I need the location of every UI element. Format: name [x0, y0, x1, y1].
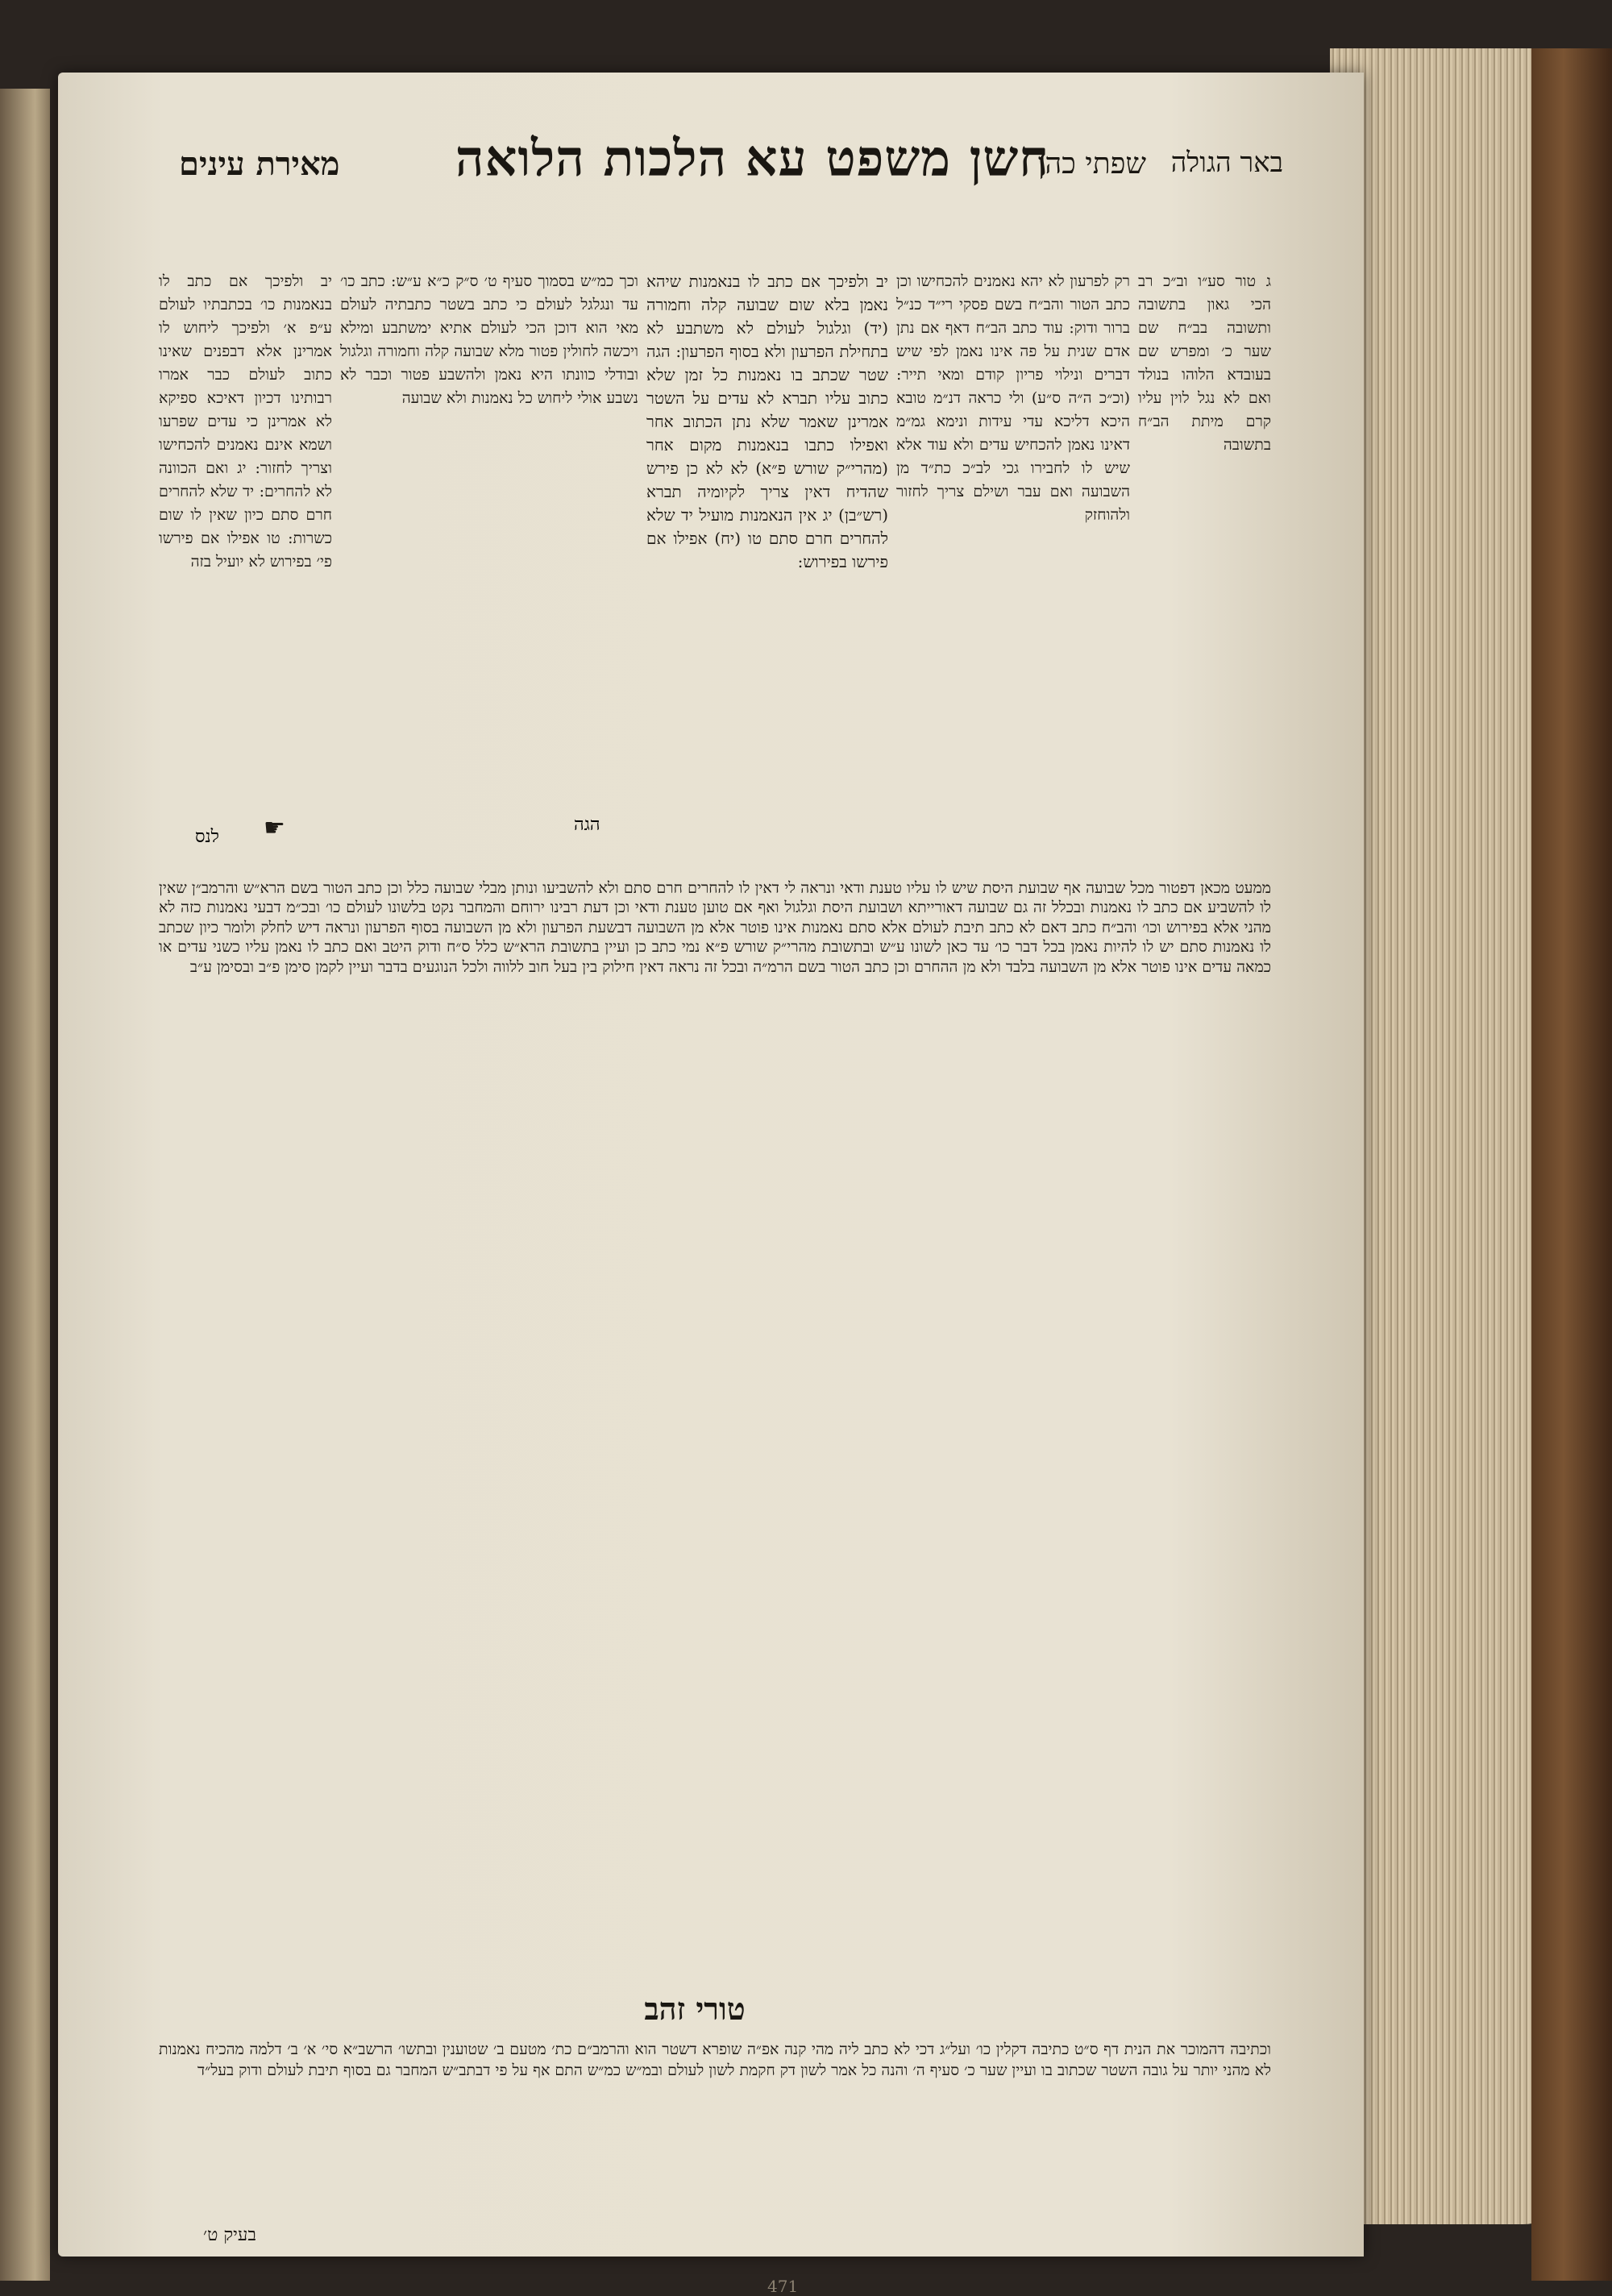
meirat-text: יב ולפיכך אם כתב לו בנאמנות כו׳ בכתבתיו לעולם ע״פ א׳ ולפיכך ליחוש לו אמרינן אלא דבפנים שאינו כתוב לעולם כבר אמרו רבותינו דכיון דאיכא ספיקא לא אמרינן כי עדים שפרעו ושמא אינם נאמנים להכחישו וצריך לחזור: יג ואם הכוונה לא להחרים: יד שלא להחרים חרם סתם כיון שאין לו שום כשרות: טו אפילו אם פירשו פי׳ בפירוש לא יועיל בזה [159, 272, 332, 571]
main-text-column [646, 270, 888, 579]
shach-text: רק לפרעון לא יהא נאמנים להכחישו וכן כתב הטור והב״ח בשם פסקי רי״ד כנ״ל ברור ודוק: עוד כתב הב״ח דאף אם נתן אדם שנית על פה אינו נאמן לפי שיש דברים ונילוי פריון קודם ומאי תייר: (וכ״כ ה״ה ס״ע) ולי כראה דנ״מ טובא היכא דליכא עדי עידות ונימא גמ״מ דאינו נאמן להכחיש עדים ולא עוד אלא שיש לו לחבירו גכי לב״כ כת״ד מן השבועה ואם עבר ושילם צריך לחזור ולהוחזק [896, 272, 1130, 524]
hagah-label: הגה [574, 815, 600, 835]
page-title: חשן משפט עא הלכות הלואה [455, 129, 1049, 188]
sma-column [340, 270, 638, 415]
meirat-einayim-column [159, 270, 332, 579]
marginal-note: לנס [195, 827, 219, 847]
wide-commentary-block [159, 878, 1271, 977]
beer-text: ג טור סע״ו וב״כ רב הכי גאון בתשובה ותשובה בב״ח שם שער כ׳ ומפרש שם בעובדא הלוהו בנולד ואם לא נגל לוין עליו קרם מיתת הב״ח בתשובה [1138, 272, 1271, 454]
shach-column [896, 270, 1130, 532]
book-page [58, 73, 1364, 2296]
book-binding [1531, 48, 1612, 2281]
pointing-hand-icon: ☛ [264, 814, 285, 842]
main-text: יב ולפיכך אם כתב לו בנאמנות שיהא נאמן בלא שום שבועה קלה וחמורה (יד) וגלגול לעולם לא משתבע לא בתחילת הפרעון ולא בסוף הפרעון: הגה שטר שכתב בו נאמנות כל זמן שלא כתוב עליו תברא לא עדים על השטר אמרינן שאמר שלא נתן הכתוב אחר ואפילו כתבו בנאמנות מקום אחר (מהרי״ק שורש פ״א) לא לא כן פירש שהדיח דאין צריך לקיומיה תברא (רש״בן) יג אין הנאמנות מועיל יד שלא להחרים חרם סתם טו (יח) אפילו אם פירשו בפירוש: [646, 272, 888, 571]
folio-number: 471 [767, 2277, 799, 2296]
header-shach-label: שפתי כהן [1037, 147, 1146, 181]
running-header [147, 129, 1283, 201]
taz-heading: טורי זהב [644, 1991, 746, 2027]
taz-commentary [159, 2039, 1271, 2081]
facing-page-edge [0, 89, 50, 2281]
beer-hagolah-column [1138, 270, 1271, 462]
taz-text: וכתיבה דהמוכר את הנית דף ס״ט כתיבה דקלין כו׳ ועל״ג דכי לא כתב ליה מהי קנה אפ״ה שופרא דשטר הוא והרמב״ם כת׳ מטעם ב׳ שטוענין ובתשו׳ הרשב״א סי׳ א׳ ב׳ דלמה מהכיח נאמנות לא מהני יותר על גובה השטר שכתוב בו ועיין שער כ׳ סעיף ה׳ והנה כל אמר לשון דק חקמת לשון לעולם ובמ״ש כמ״ש התם אף על פי דבתב״ש המחבר גם בסוף תיבת לעולם ודוק בעל״ד [159, 2041, 1271, 2079]
sma-text: וכך כמ״ש בסמוך סעיף ט׳ ס״ק כ״א ע״ש: כתב כו׳ עד ונגלגל לעולם כי כתב בשטר כתבתיה לעולם מאי הוא דוכן הכי לעולם אתיא ימשתבע ומילא ויכשה לחולין פטור מלא שבועה קלה וחמורה וגלגול ובודלי כוונתו היא נאמן ולהשבע פטור וכבר לא נשבע אולי ליחוש כל נאמנות ולא שבועה [340, 272, 639, 407]
wide-commentary-text: ממעט מכאן דפטור מכל שבועה אף שבועת היסת שיש לו עליו טענת ודאי ונראה לי דאין לו להחרים חרם סתם ולא להשביעו ונותן מבלי שבועה כלל וכן כתב הטור בשם הרא״ש והרמב״ן שאין לו להשביע אם כתב לו נאמנות ובכלל זה גם שבועה דאורייתא ושבועת היסת וגלגול ואף אם טוען טענת ודאי וכן דעת רבינו ירוחם והמחבר נקט בלשונו לעולם כו׳ ובכ״מ דבעי נאמנות כזה לא מהני אלא בפירוש וכו׳ והב״ח כתב דאם לא כתב תיבת לעולם אלא סתם נאמנות אינו פוטר אלא מן השבועה דבשעת הפרעון ולא מן השבועה בסוף הפרעון ונראה דיש לחלק ולומר כיון שכתב לו נאמנות סתם יש לו להיות נאמן בכל דבר כו׳ עד כאן לשונו ע״ש ובתשובת מהרי״ק שורש פ״א נמי כתב כן ועיין בתשובת הרא״ש כלל ס״ח ודוק היטב ואם כתב לו נאמן עליו כשני עדים או כמאה עדים אינו פוטר אלא מן השבועה בלבד ולא מן ההחרם וכן כתב הטור בשם הרמ״ה ובכל זה נראה דאין חילוק בין בעל חוב ללווה ולכל הנוגעים בדבר ועיין לקמן סימן פ״ב ובסימן ע״ב [159, 879, 1271, 976]
header-beer-label: באר הגולה [1170, 147, 1283, 179]
header-meirat-label: מאירת עינים [179, 145, 340, 183]
catchword-signature: בעיק ט׳ [203, 2225, 256, 2245]
